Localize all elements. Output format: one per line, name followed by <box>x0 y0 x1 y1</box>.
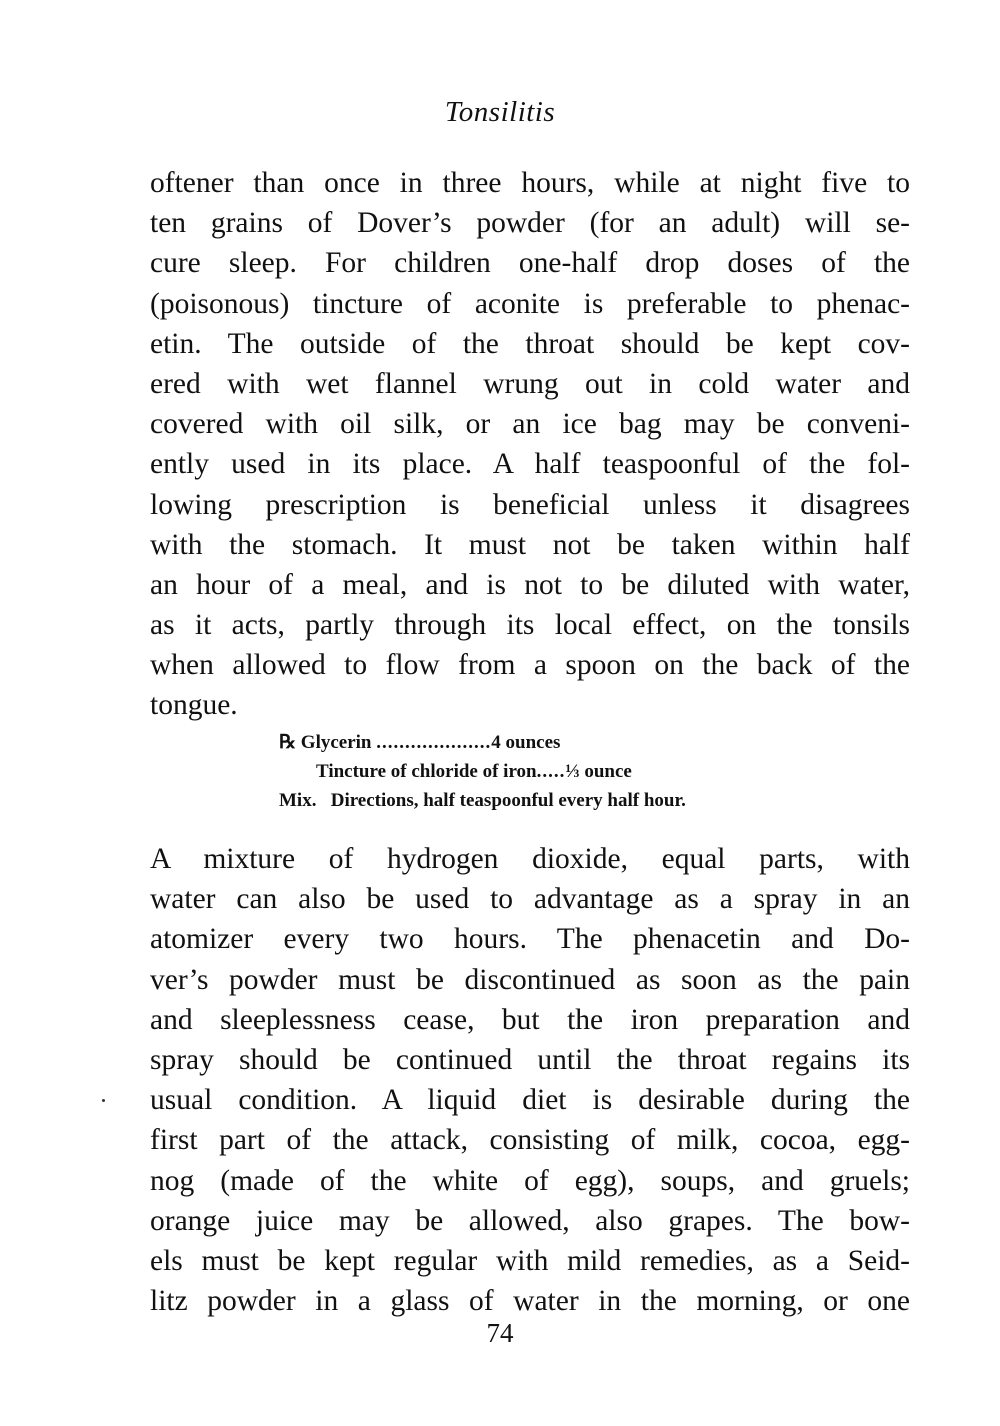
text-line: etin. The outside of the throat should be kept cov- <box>150 327 910 360</box>
text-line: oftener than once in three hours, while at night five to <box>150 167 910 199</box>
text-line: ver’s powder must be discontinued as soon as the pain <box>150 963 910 996</box>
directions-text: Directions, half teaspoonful every half hour. <box>330 790 686 811</box>
ingredient-amount: ⅓ ounce <box>565 761 632 782</box>
ingredient-name: Glycerin <box>300 732 372 753</box>
ingredient-name: Tincture of chloride of iron <box>316 761 537 782</box>
text-line: orange juice may be allowed, also grapes. The bow- <box>150 1204 910 1237</box>
text-line: water can also be used to advantage as a spray in an <box>150 883 910 916</box>
text-line: first part of the attack, consisting of milk, cocoa, egg- <box>150 1124 910 1157</box>
text-line: and sleeplessness cease, but the iron preparation and <box>150 1003 910 1036</box>
text-line: ten grains of Dover’s powder (for an adult) will se- <box>150 207 910 240</box>
text-line: usual condition. A liquid diet is desirable during the <box>150 1084 910 1117</box>
text-line: ently used in its place. A half teaspoonful of the fol- <box>150 448 910 481</box>
mix-label: Mix. <box>279 790 317 811</box>
text-line: lowing prescription is beneficial unless it disagrees <box>150 488 910 521</box>
paragraph-2 <box>150 839 910 1321</box>
text-line: covered with oil silk, or an ice bag may be conveni- <box>150 408 910 441</box>
text-line: nog (made of the white of egg), soups, and gruels; <box>150 1164 910 1197</box>
recipe-symbol-icon: ℞ <box>279 732 297 753</box>
text-line: when allowed to flow from a spoon on the back of the <box>150 649 910 682</box>
prescription-line-glycerin <box>279 728 560 757</box>
text-line: (poisonous) tincture of aconite is preferable to phenac- <box>150 287 910 320</box>
ingredient-amount: 4 ounces <box>491 732 561 753</box>
text-line: an hour of a meal, and is not to be diluted with water, <box>150 568 910 601</box>
prescription-directions <box>279 786 686 815</box>
leader-dots: ..... <box>536 761 566 782</box>
text-line: as it acts, partly through its local effect, on the tonsils <box>150 609 910 642</box>
text-line: spray should be continued until the throat regains its <box>150 1043 910 1076</box>
text-line: tongue. <box>150 689 238 722</box>
running-head: Tonsilitis <box>444 96 556 128</box>
text-line: with the stomach. It must not be taken within half <box>150 528 910 561</box>
leader-dots: .................... <box>376 732 492 753</box>
text-line: atomizer every two hours. The phenacetin and Do- <box>150 923 910 956</box>
text-line: els must be kept regular with mild remedies, as a Seid- <box>150 1244 910 1277</box>
text-line: litz powder in a glass of water in the morning, or one <box>150 1285 910 1318</box>
scan-speck <box>102 1099 105 1102</box>
page-number: 74 <box>486 1318 514 1348</box>
prescription-line-iron <box>316 757 632 786</box>
text-line: cure sleep. For children one-half drop doses of the <box>150 247 910 280</box>
paragraph-1 <box>150 163 910 726</box>
text-line: A mixture of hydrogen dioxide, equal parts, with <box>150 843 910 875</box>
text-line: ered with wet flannel wrung out in cold water and <box>150 367 910 400</box>
